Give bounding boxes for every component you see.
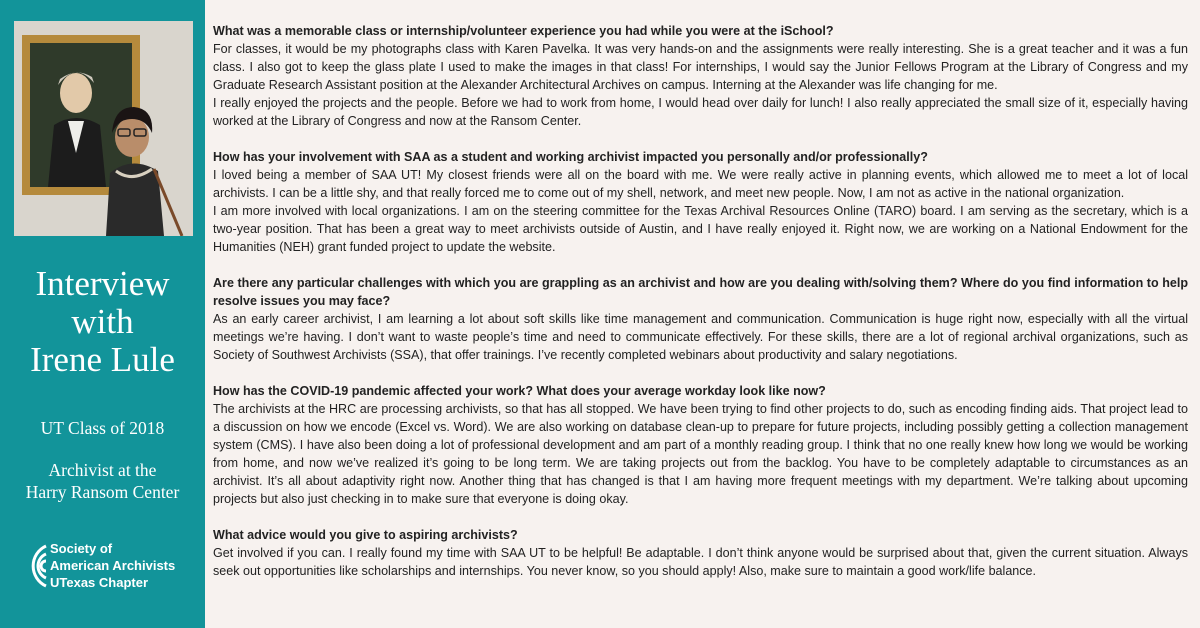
logo-arcs-icon (22, 542, 50, 590)
question-4: How has the COVID-19 pandemic affected your work? What does your average workday look like now? (213, 384, 826, 398)
qa-section-1 (213, 22, 1188, 130)
qa-section-3 (213, 274, 1188, 364)
portrait-illustration (14, 21, 193, 236)
sidebar (0, 0, 205, 628)
qa-section-4 (213, 382, 1188, 508)
interview-title-line-1: Interview (35, 264, 170, 303)
interview-title-line-3: Irene Lule (30, 340, 175, 379)
logo-text-line-2: American Archivists (50, 558, 176, 573)
position-line-1: Archivist at the (48, 460, 157, 480)
interview-title-line-2: with (71, 302, 134, 341)
question-1: What was a memorable class or internship/volunteer experience you had while you were at the iSchool? (213, 24, 834, 38)
answer-2-paragraph-2: I am more involved with local organizations. I am on the steering committee for the Texas Archival Resources Online (TARO) board. I am serving as the secretary, which is a two-year position. That has been a great way to meet archivists outside of Austin, and I have really enjoyed it. Right now, we are working on a National Endowment for the Humanities (NEH) grant funded project to update the website. (213, 204, 1188, 254)
interview-content (213, 22, 1188, 598)
logo-text-line-3: UTexas Chapter (50, 575, 149, 590)
answer-4-paragraph-1: The archivists at the HRC are processing archivists, so that has all stopped. We have been trying to find other projects to do, such as encoding finding aids. That project lead to a discussion on how we encode (Excel vs. Word). We are also working on database clean-up to prepare for future projects, including possibly getting a collection management system (CMS). I have also been doing a lot of professional development and am part of a monthly reading group. I think that no one really knew how long we would be working from home, and now we’ve realized it’s going to be long term. We are taking projects out from the backlog. You have to be completely adaptable to circumstances as an archivist. It’s all about adaptivity right now. Another thing that has changed is that I am having more frequent meetings with my department. We’re talking about upcoming projects but also just checking in to make sure that everyone is doing okay. (213, 402, 1188, 506)
answer-3-paragraph-1: As an early career archivist, I am learning a lot about soft skills like time management and communication. Communication is huge right now, especially with all the virtual meetings we’re having. I don’t want to waste people’s time and need to communicate effectively. For these skills, there are a lot of regional archival organizations, such as Society of Southwest Archivists (SSA), that offer trainings. I’ve recently completed webinars about productivity and salary negotiations. (213, 312, 1188, 362)
answer-5-paragraph-1: Get involved if you can. I really found my time with SAA UT to be helpful! Be adaptable. I don’t think anyone would be surprised about that, given the current situation. Always seek out opportunities like scholarships and internships. You never know, so you should apply! Also, make sure to maintain a good work/life balance. (213, 546, 1188, 578)
qa-section-5 (213, 526, 1188, 580)
question-3: Are there any particular challenges with which you are grappling as an archivist and how are you dealing with/solving them? Where do you find information to help resolve issues you may face? (213, 276, 1188, 308)
class-year: UT Class of 2018 (40, 418, 165, 438)
logo-text-line-1: Society of (50, 541, 113, 556)
answer-2-paragraph-1: I loved being a member of SAA UT! My closest friends were all on the board with me. We were really active in planning events, which allowed me to meet a lot of local archivists. I can be a little shy, and that really forced me to come out of my shell, network, and meet new people. Now, I am not as active in the national organization. (213, 168, 1188, 200)
answer-1-paragraph-2: I really enjoyed the projects and the people. Before we had to work from home, I would head over daily for lunch! I also really appreciated the small size of it, especially having worked at the Library of Congress and now at the Ransom Center. (213, 96, 1188, 128)
question-5: What advice would you give to aspiring archivists? (213, 528, 518, 542)
question-2: How has your involvement with SAA as a student and working archivist impacted you personally and/or professionally? (213, 150, 928, 164)
position-line-2: Harry Ransom Center (25, 482, 180, 502)
answer-1-paragraph-1: For classes, it would be my photographs class with Karen Pavelka. It was very hands-on and the assignments were really interesting. She is a great teacher and it was a fun class. I also got to keep the glass plate I used to make the images in that class! For internships, I would say the Junior Fellows Program at the Library of Congress and my Graduate Research Assistant position at the Alexander Architectural Archives on campus. Interning at the Alexander was life changing for me. (213, 42, 1188, 92)
saa-utexas-logo (22, 538, 202, 594)
portrait-photo (14, 21, 193, 236)
qa-section-2 (213, 148, 1188, 256)
